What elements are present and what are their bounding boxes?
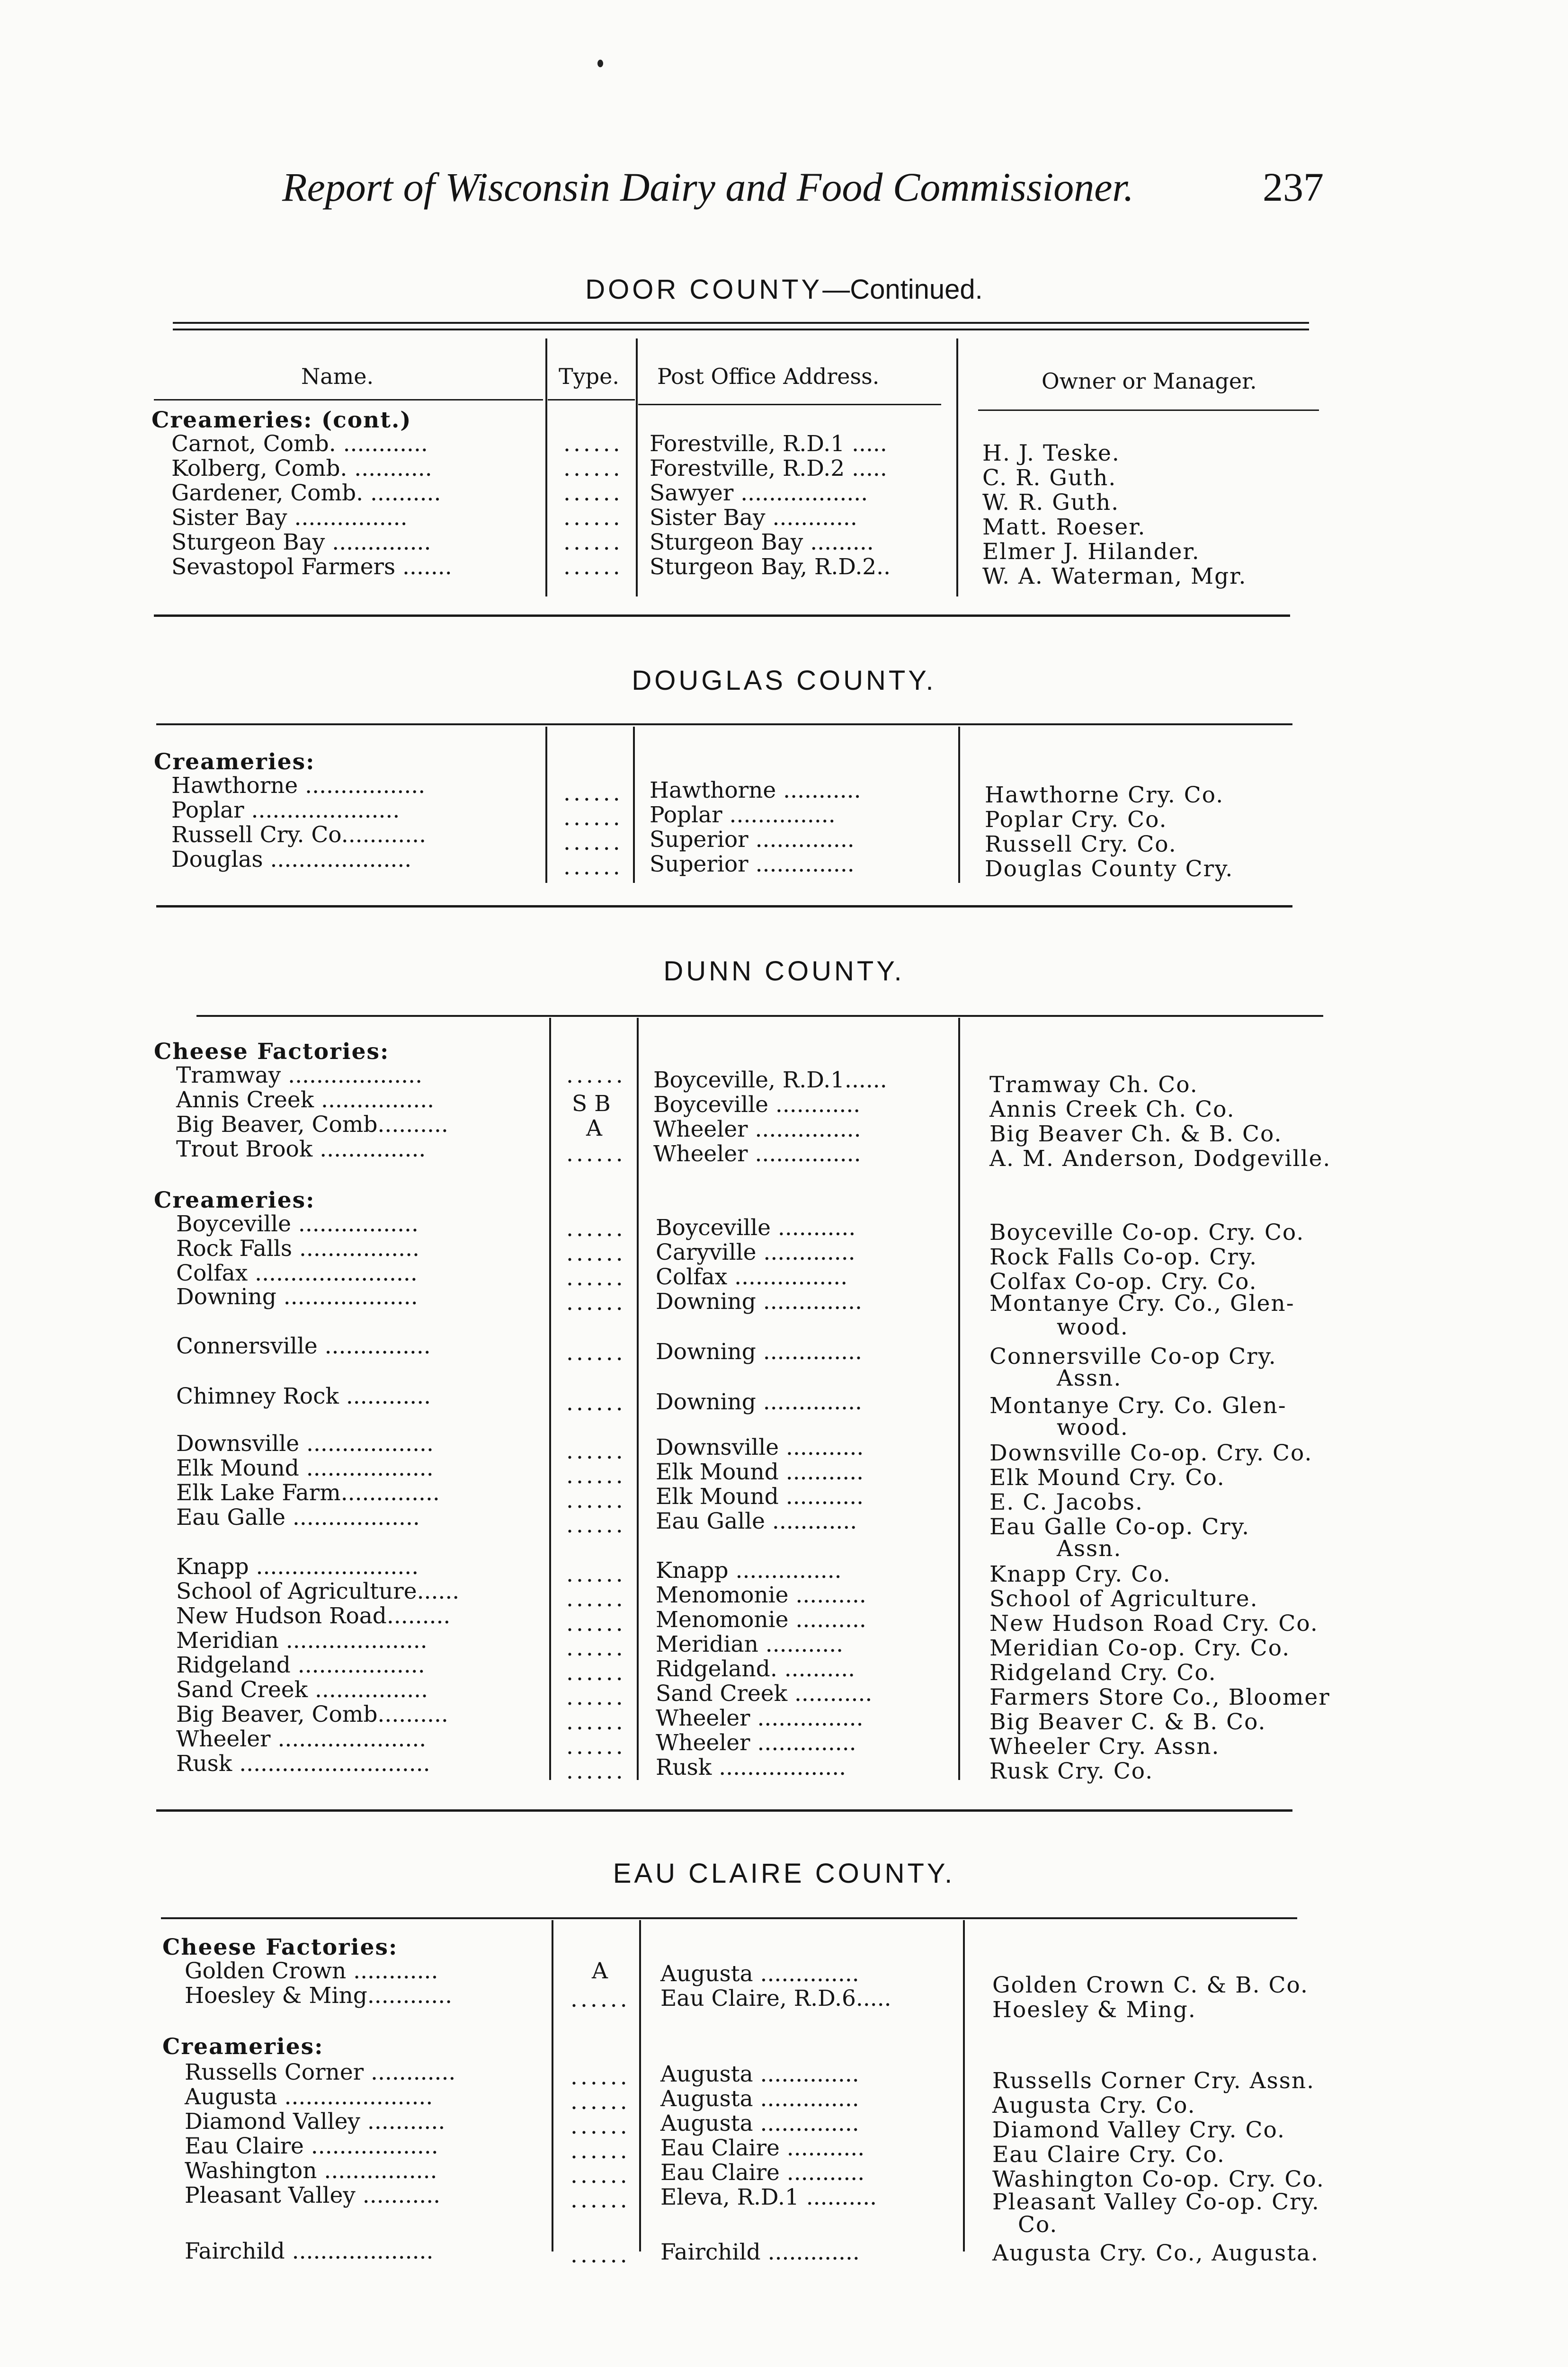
table-row-owner: Rock Falls Co-op. Cry. — [989, 1244, 1258, 1270]
table-row-owner: Montanye Cry. Co., Glen- — [989, 1290, 1295, 1317]
table-row-type: ...... — [566, 1438, 626, 1464]
table-row-type: ...... — [566, 1611, 626, 1637]
table-row-type: ...... — [566, 1265, 626, 1291]
table-row-owner: Augusta Cry. Co. — [992, 2092, 1196, 2118]
table-row-type: ...... — [566, 1216, 626, 1242]
table-row-type: ...... — [563, 529, 623, 555]
table-row-post-office: Wheeler ............... — [653, 1141, 861, 1167]
table-row-type: ...... — [570, 2089, 630, 2115]
table-row-post-office: Wheeler ............... — [656, 1705, 864, 1731]
table-row-type: ...... — [566, 1240, 626, 1266]
table-row-owner: Farmers Store Co., Bloomer — [989, 1684, 1330, 1710]
table-row-name: Gardener, Comb. .......... — [171, 480, 441, 506]
table-row-owner: Knapp Cry. Co. — [989, 1561, 1171, 1587]
table-row-type: ...... — [566, 1141, 626, 1167]
table-row-owner: Downsville Co-op. Cry. Co. — [989, 1440, 1313, 1466]
table-row-type: ...... — [566, 1709, 626, 1735]
section-rule — [196, 1015, 1323, 1017]
section-rule — [156, 723, 1292, 725]
category-label: Creameries: — [162, 2034, 324, 2060]
table-row-name: Ridgeland .................. — [176, 1652, 425, 1678]
col-header-owner: Owner or Manager. — [1042, 368, 1257, 394]
table-row-owner: E. C. Jacobs. — [989, 1489, 1143, 1515]
table-row-name: Golden Crown ............ — [185, 1958, 438, 1984]
table-row-owner: Pleasant Valley Co-op. Cry. — [992, 2189, 1320, 2215]
table-row-name: Eau Galle .................. — [176, 1504, 420, 1531]
table-row-owner: Big Beaver Ch. & B. Co. — [989, 1121, 1283, 1147]
table-row-type: ...... — [566, 1463, 626, 1489]
column-divider — [956, 338, 958, 596]
table-row-owner: Tramway Ch. Co. — [989, 1072, 1198, 1098]
table-row-name: Elk Mound .................. — [176, 1455, 434, 1481]
col-header-type: Type. — [559, 364, 619, 389]
table-row-owner: Douglas County Cry. — [985, 856, 1234, 882]
table-row-owner-continued: Assn. — [1057, 1365, 1122, 1391]
table-row-owner: Montanye Cry. Co. Glen- — [989, 1393, 1287, 1419]
table-row-name: Big Beaver, Comb.......... — [176, 1112, 448, 1138]
table-row-name: Boyceville ................. — [176, 1211, 419, 1237]
category-label: Cheese Factories: — [162, 1934, 398, 1960]
eau-claire-county-heading: EAU CLAIRE COUNTY. — [613, 1858, 955, 1889]
column-divider — [633, 727, 635, 883]
table-row-owner: School of Agriculture. — [989, 1586, 1258, 1612]
table-row-name: Trout Brook ............... — [176, 1136, 426, 1162]
header-underline — [154, 399, 543, 400]
table-row-name: New Hudson Road......... — [176, 1603, 451, 1629]
table-row-name: Downing ................... — [176, 1284, 418, 1310]
table-row-name: Douglas .................... — [171, 846, 412, 872]
table-row-post-office: Augusta .............. — [660, 2086, 859, 2112]
table-row-post-office: Hawthorne ........... — [650, 777, 861, 803]
table-row-owner: Augusta Cry. Co., Augusta. — [992, 2240, 1319, 2266]
table-row-owner: Matt. Roeser. — [982, 514, 1146, 540]
table-row-post-office: Elk Mound ........... — [656, 1484, 864, 1510]
table-row-owner: Boyceville Co-op. Cry. Co. — [989, 1219, 1305, 1246]
page-number: 237 — [1263, 164, 1324, 210]
table-row-post-office: Sand Creek ........... — [656, 1681, 873, 1707]
table-row-owner: C. R. Guth. — [982, 465, 1117, 491]
table-row-name: Russells Corner ............ — [185, 2059, 456, 2085]
table-row-type: ...... — [570, 2138, 630, 2164]
table-row-owner: Poplar Cry. Co. — [985, 807, 1167, 833]
table-row-post-office: Boyceville, R.D.1...... — [653, 1067, 887, 1093]
table-row-post-office: Wheeler .............. — [656, 1730, 856, 1756]
table-row-post-office: Augusta .............. — [660, 2110, 859, 2136]
table-row-owner: H. J. Teske. — [982, 440, 1120, 466]
table-row-name: Meridian .................... — [176, 1628, 428, 1654]
table-row-type: A — [586, 1115, 602, 1141]
table-row-post-office: Colfax ................ — [656, 1264, 848, 1290]
table-row-owner: Diamond Valley Cry. Co. — [992, 2117, 1285, 2143]
table-row-type: S B — [572, 1091, 611, 1117]
table-row-owner: Elmer J. Hilander. — [982, 539, 1200, 565]
table-row-owner: Hawthorne Cry. Co. — [985, 782, 1224, 808]
table-row-owner: Wheeler Cry. Assn. — [989, 1734, 1220, 1760]
table-row-name: Sturgeon Bay .............. — [171, 529, 431, 555]
table-row-post-office: Poplar ............... — [650, 802, 836, 828]
column-divider — [637, 1018, 639, 1780]
table-row-post-office: Sawyer .................. — [650, 480, 868, 506]
table-row-type: ...... — [566, 1684, 626, 1710]
table-row-type: ...... — [563, 829, 623, 855]
table-row-post-office: Forestville, R.D.2 ..... — [650, 455, 887, 481]
table-row-post-office: Fairchild ............. — [660, 2239, 860, 2265]
table-row-type: ...... — [566, 1734, 626, 1760]
column-divider — [639, 1920, 641, 2251]
table-row-type: ...... — [563, 805, 623, 831]
rule-top-2 — [173, 329, 1309, 330]
table-row-post-office: Downing .............. — [656, 1339, 862, 1365]
table-row-post-office: Meridian ........... — [656, 1631, 844, 1657]
table-row-post-office: Eau Claire ........... — [660, 2135, 865, 2161]
table-row-name: Wheeler ..................... — [176, 1726, 427, 1752]
table-row-post-office: Downing .............. — [656, 1289, 862, 1315]
table-row-owner: Russell Cry. Co. — [985, 831, 1177, 857]
table-row-name: Washington ................ — [185, 2158, 437, 2184]
table-row-post-office: Eau Claire ........... — [660, 2160, 865, 2186]
table-row-post-office: Eau Claire, R.D.6..... — [660, 1985, 891, 2011]
column-divider — [545, 338, 547, 596]
table-row-post-office: Sturgeon Bay, R.D.2.. — [650, 554, 891, 580]
table-row-type: ...... — [566, 1487, 626, 1513]
table-row-post-office: Rusk .................. — [656, 1754, 846, 1780]
section-rule — [156, 905, 1292, 908]
table-row-name: Rusk ........................... — [176, 1751, 430, 1777]
douglas-county-heading: DOUGLAS COUNTY. — [632, 665, 936, 696]
column-divider — [958, 1018, 960, 1780]
table-row-name: Downsville .................. — [176, 1431, 434, 1457]
table-row-type: A — [592, 1958, 608, 1984]
table-row-type: ...... — [563, 854, 623, 880]
table-row-name: Poplar ..................... — [171, 797, 400, 823]
category-label: Creameries: — [154, 749, 315, 775]
column-divider — [552, 1920, 553, 2251]
table-row-post-office: Downsville ........... — [656, 1434, 864, 1460]
table-row-post-office: Menomonie .......... — [656, 1607, 866, 1633]
table-row-owner: Golden Crown C. & B. Co. — [992, 1972, 1309, 1998]
table-row-type: ...... — [563, 455, 623, 481]
table-row-type: ...... — [570, 2187, 630, 2213]
section-rule — [156, 1809, 1292, 1812]
table-row-type: ...... — [563, 780, 623, 806]
table-row-name: Rock Falls ................. — [176, 1236, 419, 1262]
table-row-post-office: Superior .............. — [650, 851, 855, 877]
table-row-type: ...... — [566, 1340, 626, 1366]
table-row-owner: Rusk Cry. Co. — [989, 1758, 1154, 1784]
table-row-owner: Annis Creek Ch. Co. — [989, 1096, 1235, 1122]
table-row-owner: Washington Co-op. Cry. Co. — [992, 2166, 1325, 2192]
column-divider — [545, 727, 547, 883]
table-row-name: Sand Creek ................ — [176, 1677, 428, 1703]
col-header-post-office: Post Office Address. — [657, 364, 880, 389]
table-row-owner: W. R. Guth. — [982, 489, 1120, 516]
running-header — [282, 163, 1324, 215]
ink-speck — [597, 60, 603, 67]
table-row-type: ...... — [563, 505, 623, 531]
table-row-type: ...... — [566, 1512, 626, 1538]
table-row-post-office: Forestville, R.D.1 ..... — [650, 431, 887, 457]
table-row-owner: Ridgeland Cry. Co. — [989, 1660, 1217, 1686]
table-row-name: Kolberg, Comb. ........... — [171, 455, 432, 481]
table-row-type: ...... — [566, 1390, 626, 1416]
table-row-owner: W. A. Waterman, Mgr. — [982, 563, 1247, 589]
table-row-name: Annis Creek ................ — [176, 1087, 435, 1113]
table-row-type: ...... — [566, 1635, 626, 1661]
table-row-name: Sevastopol Farmers ....... — [171, 554, 452, 580]
category-label: Creameries: (cont.) — [151, 407, 412, 433]
table-row-type: ...... — [570, 2162, 630, 2189]
table-row-name: Tramway ................... — [176, 1062, 423, 1088]
table-row-post-office: Augusta .............. — [660, 2061, 859, 2087]
table-row-name: Colfax ....................... — [176, 1260, 418, 1286]
table-row-name: Elk Lake Farm.............. — [176, 1480, 440, 1506]
report-title: Report of Wisconsin Dairy and Food Commissioner. — [282, 164, 1134, 210]
table-row-name: Diamond Valley ........... — [185, 2109, 445, 2135]
table-row-owner: Eau Claire Cry. Co. — [992, 2142, 1225, 2168]
table-row-type: ...... — [566, 1758, 626, 1784]
table-row-name: Chimney Rock ............ — [176, 1383, 431, 1409]
section-rule — [161, 1917, 1297, 1919]
table-row-owner: Eau Galle Co-op. Cry. — [989, 1514, 1250, 1540]
table-row-post-office: Boyceville ............ — [653, 1092, 861, 1118]
table-row-owner-continued: Assn. — [1057, 1536, 1122, 1562]
table-row-type: ...... — [566, 1586, 626, 1612]
table-row-post-office: Boyceville ........... — [656, 1215, 856, 1241]
table-row-name: Eau Claire .................. — [185, 2133, 438, 2159]
table-row-type: ...... — [563, 431, 623, 457]
table-row-post-office: Augusta .............. — [660, 1961, 859, 1987]
table-row-owner: A. M. Anderson, Dodgeville. — [989, 1146, 1331, 1172]
table-row-type: ...... — [566, 1062, 626, 1088]
table-row-type: ...... — [566, 1660, 626, 1686]
table-row-post-office: Eleva, R.D.1 .......... — [660, 2184, 877, 2210]
column-divider — [958, 727, 960, 883]
table-row-type: ...... — [566, 1290, 626, 1316]
rule-top — [173, 322, 1309, 324]
table-row-post-office: Sturgeon Bay ......... — [650, 529, 874, 555]
table-row-name: School of Agriculture...... — [176, 1578, 460, 1604]
table-row-name: Pleasant Valley ........... — [185, 2182, 441, 2208]
table-row-name: Russell Cry. Co............ — [171, 822, 427, 848]
table-row-type: ...... — [570, 2242, 630, 2268]
table-row-name: Connersville ............... — [176, 1333, 431, 1359]
header-underline — [548, 399, 635, 400]
column-divider — [549, 1018, 551, 1780]
table-row-type: ...... — [570, 2113, 630, 2139]
table-row-post-office: Knapp ............... — [656, 1557, 842, 1584]
table-row-name: Fairchild .................... — [185, 2238, 434, 2264]
header-underline — [638, 404, 941, 405]
table-row-type: ...... — [563, 554, 623, 580]
table-row-owner-continued: wood. — [1057, 1415, 1129, 1441]
category-label: Creameries: — [154, 1187, 315, 1213]
table-row-name: Hawthorne ................. — [171, 773, 426, 799]
dunn-county-heading: DUNN COUNTY. — [663, 956, 905, 987]
col-header-name: Name. — [301, 364, 374, 389]
table-row-owner: Connersville Co-op Cry. — [989, 1344, 1277, 1370]
table-row-owner-continued: Co. — [1018, 2212, 1058, 2238]
column-divider — [636, 338, 638, 596]
table-row-owner: Elk Mound Cry. Co. — [989, 1465, 1225, 1491]
category-label: Cheese Factories: — [154, 1039, 390, 1065]
column-divider — [963, 1920, 965, 2251]
table-row-owner: Meridian Co-op. Cry. Co. — [989, 1635, 1291, 1661]
table-row-name: Big Beaver, Comb.......... — [176, 1701, 448, 1727]
table-row-name: Augusta ..................... — [185, 2084, 433, 2110]
section-rule — [154, 614, 1290, 617]
table-row-owner: Hoesley & Ming. — [992, 1997, 1196, 2023]
table-row-post-office: Wheeler ............... — [653, 1116, 861, 1142]
table-row-owner: Colfax Co-op. Cry. Co. — [989, 1269, 1257, 1295]
table-row-post-office: Downing .............. — [656, 1389, 862, 1415]
table-row-post-office: Sister Bay ............ — [650, 505, 857, 531]
table-row-post-office: Ridgeland. .......... — [656, 1656, 855, 1682]
table-row-name: Hoesley & Ming............ — [185, 1983, 453, 2009]
table-row-post-office: Caryville ............. — [656, 1239, 855, 1265]
table-row-name: Carnot, Comb. ............ — [171, 431, 428, 457]
table-row-owner: Russells Corner Cry. Assn. — [992, 2068, 1315, 2094]
table-row-type: ...... — [570, 1986, 630, 2012]
table-row-type: ...... — [563, 480, 623, 506]
header-underline — [978, 409, 1319, 411]
table-row-owner: Big Beaver C. & B. Co. — [989, 1709, 1266, 1735]
table-row-name: Knapp ....................... — [176, 1554, 419, 1580]
table-row-post-office: Elk Mound ........... — [656, 1459, 864, 1485]
table-row-post-office: Superior .............. — [650, 827, 855, 853]
door-county-heading: DOOR COUNTY—Continued. — [585, 274, 983, 305]
table-row-owner: New Hudson Road Cry. Co. — [989, 1611, 1319, 1637]
table-row-name: Sister Bay ................ — [171, 505, 408, 531]
table-row-post-office: Eau Galle ............ — [656, 1508, 857, 1534]
table-row-type: ...... — [566, 1561, 626, 1587]
table-row-post-office: Menomonie .......... — [656, 1582, 866, 1608]
table-row-type: ...... — [570, 2064, 630, 2090]
table-row-owner-continued: wood. — [1057, 1314, 1129, 1340]
